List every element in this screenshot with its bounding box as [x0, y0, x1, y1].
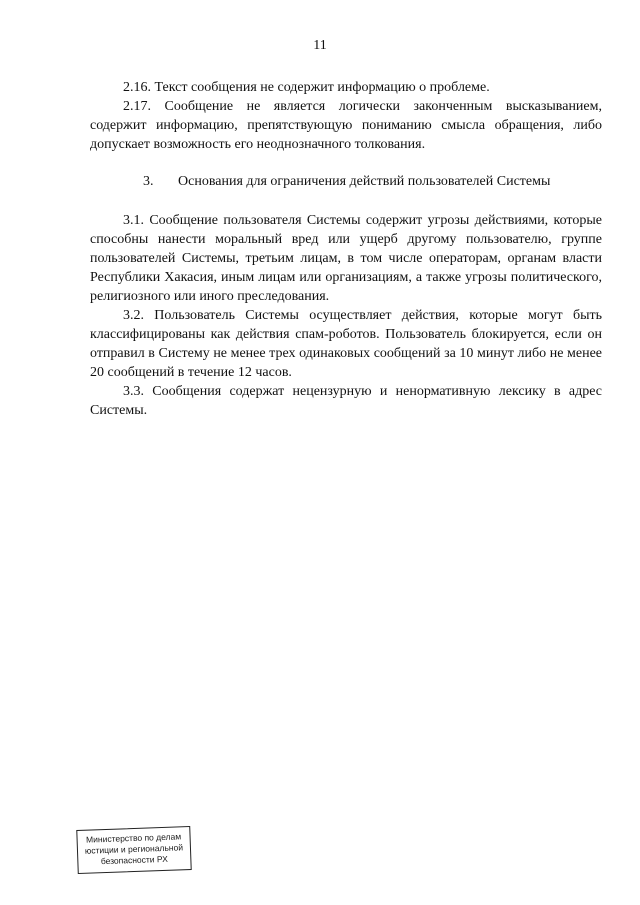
stamp-line-3: безопасности РХ — [100, 853, 169, 867]
ministry-stamp — [76, 826, 191, 874]
stamp-line-1: Министерство по делам — [85, 831, 182, 845]
document-body — [90, 78, 602, 420]
paragraph-2-16: 2.16. Текст сообщения не содержит информацию о проблеме. — [123, 80, 490, 95]
paragraph-3-3: 3.3. Сообщения содержат нецензурную и ненормативную лексику в адрес Системы. — [90, 384, 602, 418]
paragraph-3-1: 3.1. Сообщение пользователя Системы содержит угрозы действиями, которые способны нанести моральный вред или ущерб другому пользователю, группе пользователей Системы, третьим лицам, в том числе операторам, органам власти Республики Хакасия, иным лицам или организациям, а также угрозы политического, религиозного или иного преследования. — [90, 213, 602, 304]
section-title: Основания для ограничения действий пользователей Системы — [178, 174, 551, 189]
page-number: 11 — [313, 38, 327, 53]
section-number: 3. — [143, 174, 154, 189]
stamp-line-2: юстиции и региональной — [84, 842, 184, 856]
paragraph-2-17: 2.17. Сообщение не является логически законченным высказыванием, содержит информацию, препятствующую пониманию смысла обращения, либо допускает возможность его неоднозначного толкования. — [90, 99, 602, 152]
section-heading — [90, 172, 602, 191]
paragraph-3-2: 3.2. Пользователь Системы осуществляет действия, которые могут быть классифицированы как действия спам-роботов. Пользователь блокируется, если он отправил в Систему не менее трех одинаковых сообщений за 10 минут либо не менее 20 сообщений в течение 12 часов. — [90, 308, 602, 380]
